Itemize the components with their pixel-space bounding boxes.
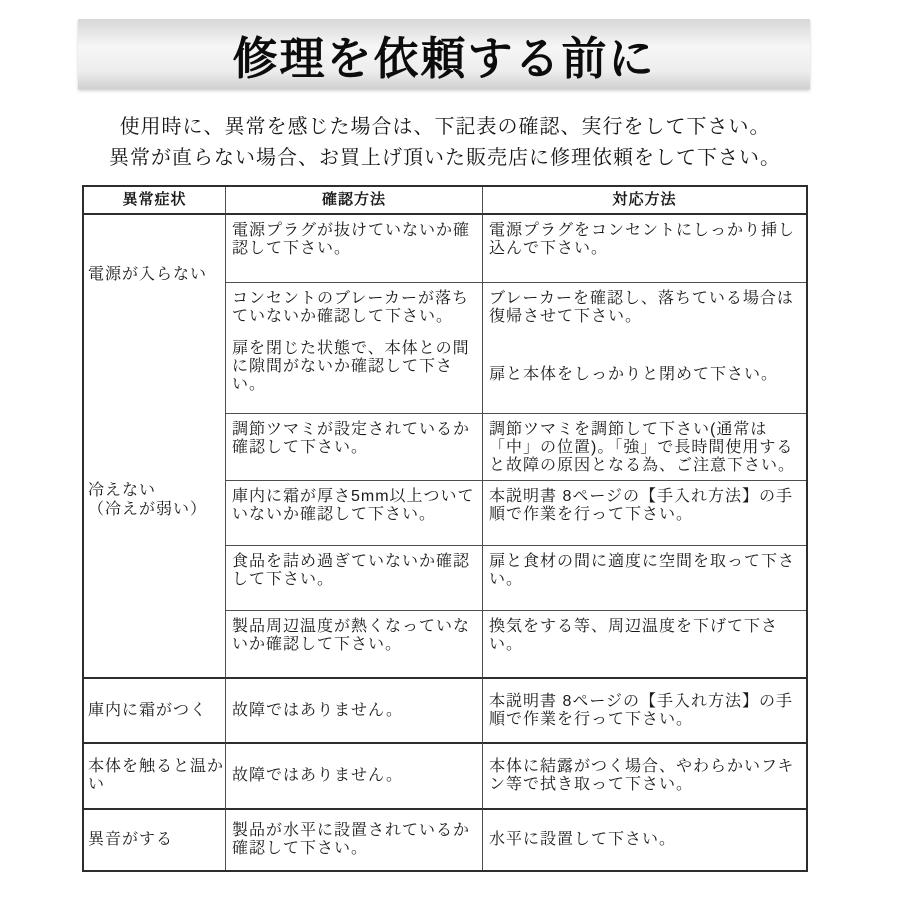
symptom-not-cooling-line2: （冷えが弱い） [88, 501, 208, 518]
column-header-check: 確認方法 [225, 187, 482, 215]
symptom-no-power-label: 電源が入らない [88, 266, 208, 283]
action-breaker-paragraph: ブレーカーを確認し、落ちている場合は復帰させて下さい。 [489, 290, 794, 325]
check-breaker-paragraph: コンセントのブレーカーが落ちていないか確認して下さい。 [232, 290, 470, 325]
cell-check-knob: 調節ツマミが設定されているか確認して下さい。 [225, 413, 482, 480]
cell-action-knob: 調節ツマミを調節して下さい(通常は「中」の位置)。「強」で長時間使用すると故障の原因となる為、ご注意下さい。 [482, 413, 806, 480]
action-door-close-paragraph: 扉と本体をしっかりと閉めて下さい。 [489, 366, 779, 383]
cell-action-overpacked: 扉と食材の間に適度に空間を取って下さい。 [482, 545, 806, 610]
cell-action-breaker-door [482, 282, 806, 413]
cell-symptom-frost-inside: 庫内に霜がつく [84, 677, 225, 742]
intro-line-2: 異常が直らない場合、お買上げ頂いた販売店に修理依頼をして下さい。 [109, 147, 781, 169]
troubleshooting-table [82, 185, 808, 872]
column-header-symptom: 異常症状 [84, 187, 225, 215]
check-door-gap-paragraph: 扉を閉じた状態で、本体との間に隙間がないか確認して下さい。 [232, 340, 470, 393]
cell-symptom-noise: 異音がする [84, 808, 225, 870]
cell-check-power-plug: 電源プラグが抜けていないか確認して下さい。 [225, 215, 482, 282]
cell-check-frost-5mm: 庫内に霜が厚さ5mm以上ついていないか確認して下さい。 [225, 480, 482, 545]
symptom-group-cell [84, 215, 225, 677]
cell-action-frost-inside: 本説明書 8ページの【手入れ方法】の手順で作業を行って下さい。 [482, 677, 806, 742]
cell-action-noise: 水平に設置して下さい。 [482, 808, 806, 870]
cell-check-noise: 製品が水平に設置されているか確認して下さい。 [225, 808, 482, 870]
title-bar [78, 19, 810, 89]
cell-action-frost-5mm: 本説明書 8ページの【手入れ方法】の手順で作業を行って下さい。 [482, 480, 806, 545]
page-title: 修理を依頼する前に [232, 32, 656, 84]
symptom-not-cooling-line1: 冷えない [88, 482, 157, 499]
cell-check-ambient-temp: 製品周辺温度が熱くなっていないか確認して下さい。 [225, 610, 482, 677]
column-header-action: 対応方法 [482, 187, 806, 215]
cell-check-overpacked: 食品を詰め過ぎていないか確認して下さい。 [225, 545, 482, 610]
cell-check-body-warm: 故障ではありません。 [225, 742, 482, 808]
intro-line-1: 使用時に、異常を感じた場合は、下記表の確認、実行をして下さい。 [119, 116, 771, 138]
intro-text [82, 112, 808, 174]
cell-check-breaker-door [225, 282, 482, 413]
cell-action-body-warm: 本体に結露がつく場合、やわらかいフキン等で拭き取って下さい。 [482, 742, 806, 808]
cell-action-power-plug: 電源プラグをコンセントにしっかり挿し込んで下さい。 [482, 215, 806, 282]
cell-action-ambient-temp: 換気をする等、周辺温度を下げて下さい。 [482, 610, 806, 677]
cell-check-frost-inside: 故障ではありません。 [225, 677, 482, 742]
symptom-not-cooling-label [88, 481, 207, 519]
cell-symptom-body-warm: 本体を触ると温かい [84, 742, 225, 808]
